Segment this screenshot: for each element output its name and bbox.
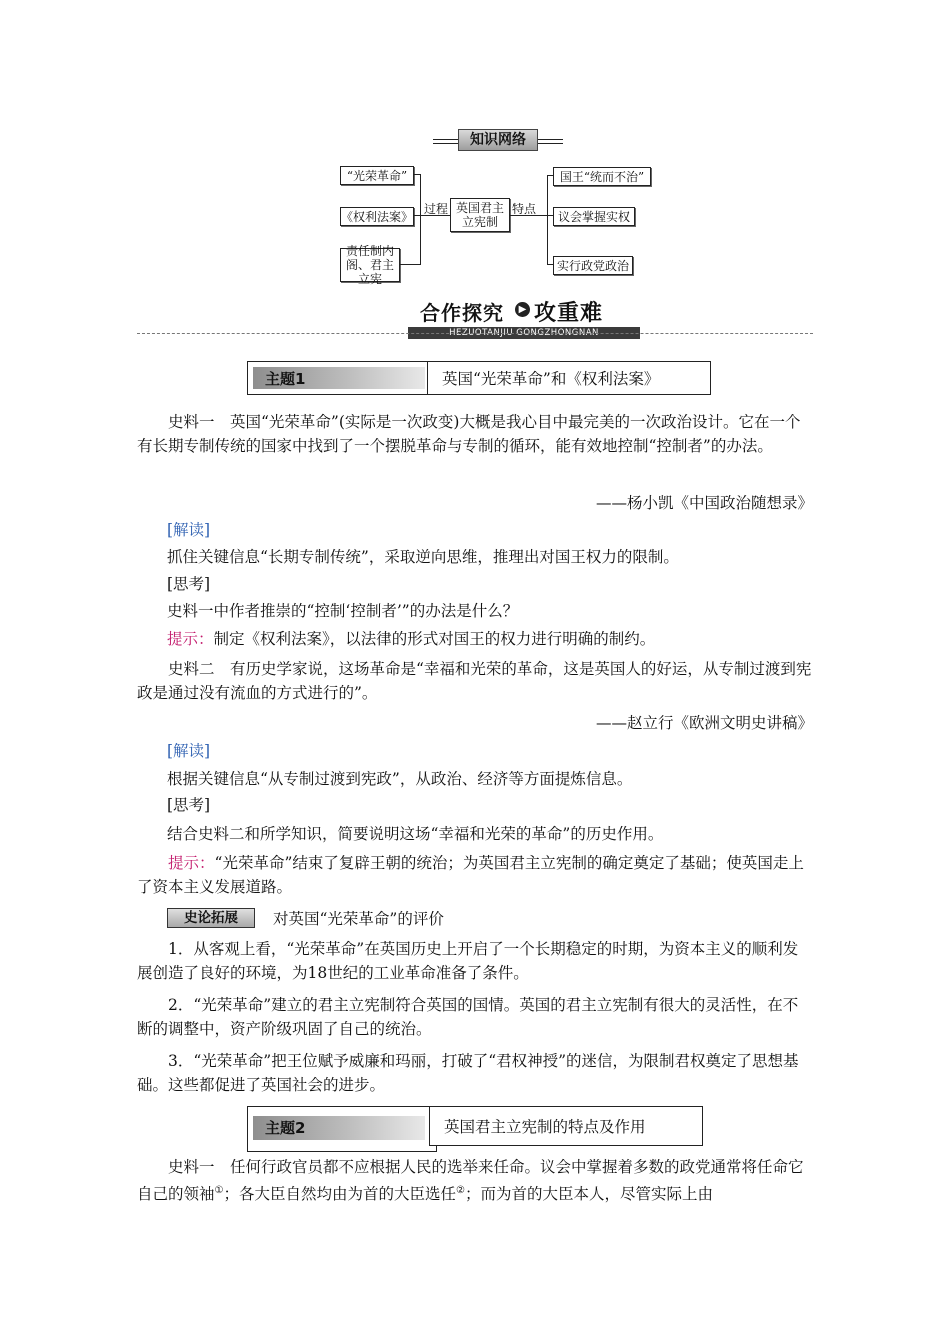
network-header-rule-right (538, 139, 563, 144)
right-item-parliament-power: 议会掌握实权 (553, 207, 635, 226)
t2-source1-part2: ；各大臣自然均由为首的大臣选任 (223, 1185, 456, 1204)
topic1-header (247, 361, 711, 395)
knowledge-network (338, 126, 658, 286)
t1-source2-text: 史料二 有历史学家说，这场革命是“幸福和光荣的革命，这是英国人的好运，从专制过渡到宪政是通过没有流血的方式进行的”。 (137, 660, 812, 702)
process-label: 过程 (424, 202, 449, 216)
t1-source2-citation: ——赵立行《欧洲文明史讲稿》 (595, 714, 813, 732)
section-divider (137, 333, 813, 334)
center-constitutional-monarchy: 英国君主立宪制 (450, 198, 510, 232)
network-header-rule-left (433, 139, 458, 144)
t1-question-2: 结合史料二和所学知识，简要说明这场“幸福和光荣的革命”的历史作用。 (167, 825, 664, 843)
left-connector-2 (414, 215, 421, 216)
t1-hint-label-1: 提示： (167, 630, 214, 648)
t2-source1-text (137, 1155, 813, 1206)
t1-hint-text-1: 制定《权利法案》，以法律的形式对国王的权力进行明确的制约。 (213, 630, 656, 648)
t1-source1-citation: ——杨小凯《中国政治随想录》 (595, 494, 813, 512)
left-connector-vertical (420, 174, 421, 264)
right-connector-vertical (547, 175, 548, 264)
t1-source1-text: 史料一 英国“光荣革命”(实际是一次政变)大概是我心目中最完美的一次政治设计。它在一个有长期专制传统的国家中找到了一个摆脱革命与专制的循环，能有效地控制“控制者”的办法。 (137, 413, 801, 455)
feature-label: 特点 (512, 202, 537, 216)
t1-jiedu-label-2: [解读] (167, 742, 211, 760)
t2-source1-part1: 史料一 任何行政官员都不应根据人民的选举来任命。议会中掌握着多数的政党通常将任命它自己的领袖 (137, 1158, 804, 1204)
topic2-header (247, 1106, 703, 1152)
left-item-glorious-revolution: “光荣革命” (340, 166, 414, 185)
topic2-title: 英国君主立宪制的特点及作用 (429, 1106, 703, 1146)
banner-arrow-icon: ▶ (515, 302, 530, 317)
section-banner (408, 297, 648, 343)
banner-title-left: 合作探究 (420, 301, 504, 325)
t1-jiedu-2: 根据关键信息“从专制过渡到宪政”，从政治、经济等方面提炼信息。 (167, 770, 633, 788)
right-item-party-politics: 实行政党政治 (553, 256, 633, 275)
t1-jiedu-1: 抓住关键信息“长期专制传统”，采取逆向思维，推理出对国王权力的限制。 (167, 548, 679, 566)
t1-sikao-label-2: [思考] (167, 796, 211, 814)
topic1-title: 英国“光荣革命”和《权利法案》 (427, 361, 711, 395)
t2-source1-part3: ；而为首的大臣本人，尽管实际上由 (464, 1185, 713, 1204)
right-item-king-reigns: 国王“统而不治” (553, 167, 651, 186)
topic2-tag: 主题2 (253, 1116, 425, 1140)
t1-hint-label-2: 提示： (168, 854, 215, 872)
t1-hint-text-2: “光荣革命”结束了复辟王朝的统治；为英国君主立宪制的确定奠定了基础；使英国走上了资本主义发展道路。 (137, 854, 804, 896)
expand-point-2: 2．“光荣革命”建立的君主立宪制符合英国的国情。英国的君主立宪制有很大的灵活性，在不断的调整中，资产阶级巩固了自己的统治。 (137, 996, 799, 1038)
expand-tag: 史论拓展 (167, 908, 255, 928)
t1-hint-1 (167, 627, 655, 651)
expand-title: 对英国“光荣革命”的评价 (273, 910, 444, 928)
t1-sikao-label-1: [思考] (167, 575, 211, 593)
footnote-1: ① (214, 1185, 224, 1196)
t1-question-1: 史料一中作者推崇的“控制‘控制者’”的办法是什么？ (167, 602, 519, 620)
left-item-cabinet-system: 责任制内阁、君主立宪 (340, 248, 400, 282)
topic1-tag: 主题1 (253, 367, 425, 389)
expand-point-3: 3．“光荣革命”把王位赋予威廉和玛丽，打破了“君权神授”的迷信，为限制君权奠定了思想基础。这些都促进了英国社会的进步。 (137, 1052, 799, 1094)
banner-pinyin: HEZUOTANJIU GONGZHONGNAN (408, 327, 640, 339)
t1-jiedu-label-1: [解读] (167, 521, 211, 539)
network-header: 知识网络 (458, 129, 538, 151)
left-item-bill-of-rights: 《权利法案》 (340, 207, 414, 226)
t1-hint-2 (137, 851, 813, 899)
footnote-2: ② (456, 1185, 465, 1196)
left-connector-3 (400, 264, 421, 265)
expand-point-1: 1．从客观上看，“光荣革命”在英国历史上开启了一个长期稳定的时期，为资本主义的顺利发展创造了良好的环境，为18世纪的工业革命准备了条件。 (137, 940, 799, 982)
left-connector-1 (414, 174, 421, 175)
banner-title-right: 攻重难 (534, 301, 604, 326)
